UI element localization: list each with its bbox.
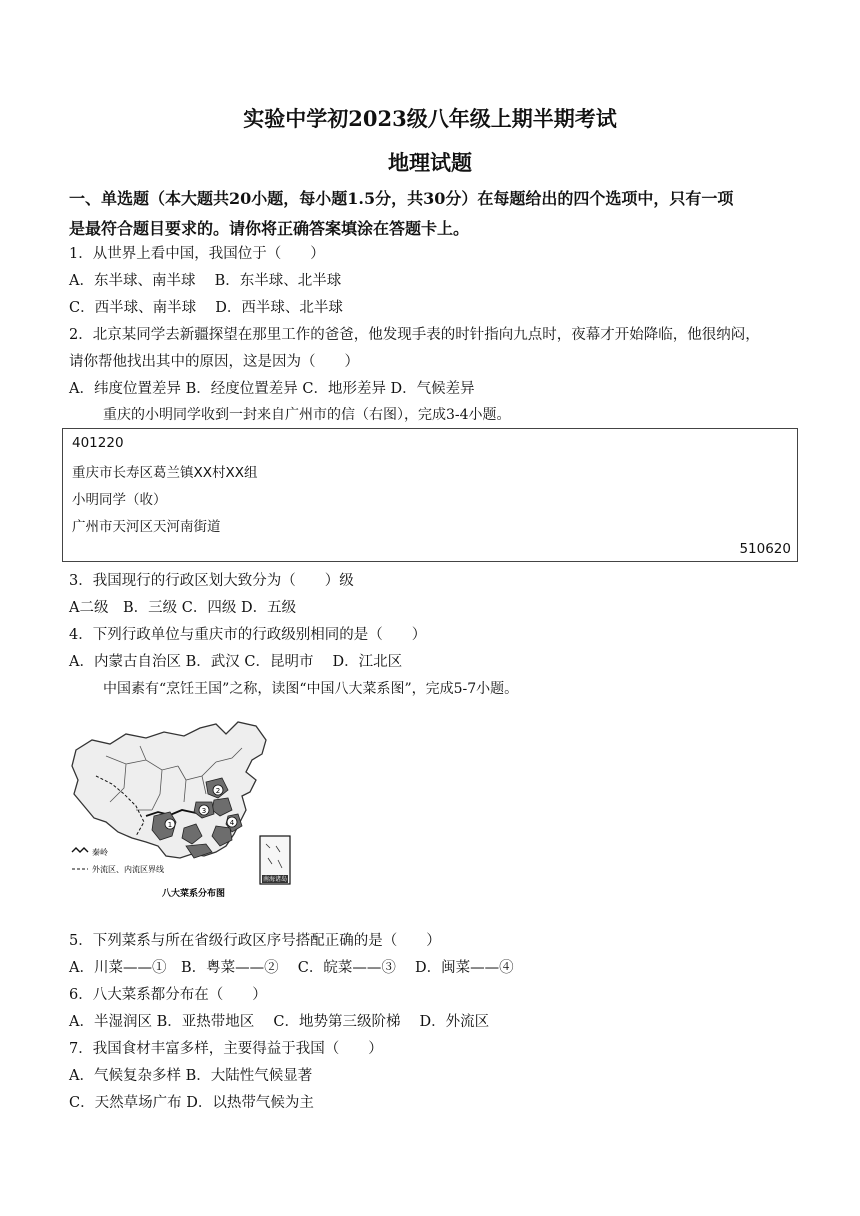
map-caption: 八大菜系分布图	[162, 889, 226, 899]
marker-3: 3	[201, 807, 207, 815]
envelope-sender: 广州市天河区天河南街道	[72, 519, 221, 535]
section-heading-line1: 一、单选题（本大题共20小题，每小题1.5分，共30分）在每题给出的四个选项中，只有一项	[69, 189, 734, 208]
question-5-stem: 5．下列菜系与所在省级行政区序号搭配正确的是（ ）	[69, 933, 441, 949]
question-3-options: A二级 B．三级 C．四级 D．五级	[69, 600, 297, 616]
qinling-legend-icon	[72, 848, 88, 852]
question-6-stem: 6．八大菜系都分布在（ ）	[69, 987, 267, 1003]
envelope-box	[62, 428, 798, 562]
question-1-options-ab: A．东半球、南半球 B．东半球、北半球	[69, 273, 342, 289]
question-4-options: A．内蒙古自治区 B．武汉 C．昆明市 D．江北区	[69, 654, 403, 670]
question-2-stem-line1: 2．北京某同学去新疆探望在那里工作的爸爸，他发现手表的时针指向九点时，夜幕才开始降临，他很纳闷，	[69, 327, 760, 343]
material-intro-5-7: 中国素有“烹饪王国”之称，读图“中国八大菜系图”，完成5-7小题。	[103, 681, 519, 697]
exam-title: 实验中学初2023级八年级上期半期考试	[243, 106, 617, 131]
envelope-postcode-from: 510620	[739, 541, 791, 557]
question-2-stem-line2: 请你帮他找出其中的原因，这是因为（ ）	[69, 354, 359, 370]
marker-1: 1	[167, 821, 173, 829]
question-4-stem: 4．下列行政单位与重庆市的行政级别相同的是（ ）	[69, 627, 427, 643]
question-7-stem: 7．我国食材丰富多样，主要得益于我国（ ）	[69, 1041, 383, 1057]
legend-qinling: 秦岭	[92, 848, 108, 857]
question-6-options: A．半湿润区 B．亚热带地区 C．地势第三级阶梯 D．外流区	[69, 1014, 490, 1030]
cuisine-map-figure	[66, 718, 310, 904]
section-heading	[69, 184, 809, 244]
envelope-recipient: 小明同学（收）	[72, 492, 167, 508]
question-1-options-cd: C．西半球、南半球 D．西半球、北半球	[69, 300, 343, 316]
question-5-options: A．川菜——① B．粤菜——② C．皖菜——③ D．闽菜——④	[69, 960, 514, 976]
question-3-stem: 3．我国现行的行政区划大致分为（ ）级	[69, 573, 354, 589]
question-2-options: A．纬度位置差异 B．经度位置差异 C．地形差异 D．气候差异	[69, 381, 475, 397]
envelope-postcode-to: 401220	[72, 435, 124, 451]
marker-4: 4	[229, 819, 235, 827]
inset-label: 南海诸岛	[262, 876, 288, 883]
china-map-image	[66, 718, 310, 904]
question-1-stem: 1．从世界上看中国，我国位于（ ）	[69, 246, 325, 262]
legend-boundary: 外流区、内流区界线	[92, 865, 164, 874]
exam-subject: 地理试题	[388, 150, 472, 175]
section-heading-line2: 是最符合题目要求的。请你将正确答案填涂在答题卡上。	[69, 219, 470, 238]
material-intro-3-4: 重庆的小明同学收到一封来自广州市的信（右图），完成3-4小题。	[103, 407, 511, 423]
marker-2: 2	[215, 787, 221, 795]
question-7-options-ab: A．气候复杂多样 B．大陆性气候显著	[69, 1068, 313, 1084]
question-7-options-cd: C．天然草场广布 D．以热带气候为主	[69, 1095, 314, 1111]
envelope-address: 重庆市长寿区葛兰镇XX村XX组	[72, 465, 258, 481]
